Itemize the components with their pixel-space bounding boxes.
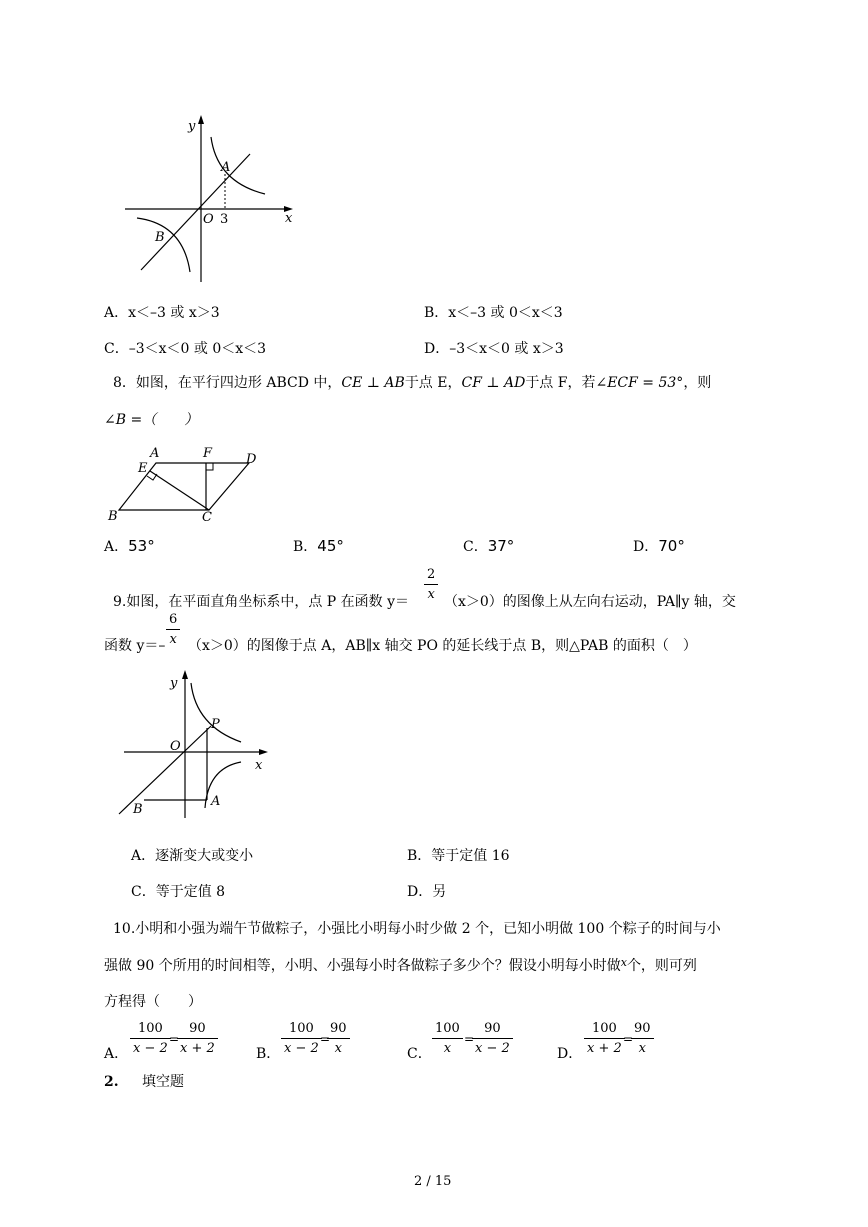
q10-option-c-numerator-left: 100 [432, 1022, 463, 1039]
q10-option-b-denominator-left: x − 2 [284, 1041, 319, 1056]
q10-option-c-equals: = [464, 1032, 475, 1046]
q7-origin-label: O [203, 212, 214, 227]
q10-option-c-numerator-right: 90 [472, 1022, 513, 1039]
q10-option-d-label: D． [557, 1046, 583, 1062]
q8-option-a-value: 53° [128, 537, 155, 555]
q10-stem-line2-a: 强做 90 个所用的时间相等，小明、小强每小时各做粽子多少个？假设小明每小时做 [104, 958, 621, 974]
q10-option-a-label: A． [104, 1046, 129, 1062]
q10-option-b-equals: = [320, 1032, 331, 1046]
q10-stem-line2 [104, 956, 697, 974]
q8-stem-line1 [113, 376, 711, 390]
q8-label-e: E [138, 461, 148, 476]
q10-option-c-denominator-right: x − 2 [475, 1041, 510, 1056]
q9-stem-line2-a: 函数 y＝– [104, 638, 166, 654]
q7-point-b-label: B [155, 230, 165, 245]
q8-option-d-prefix: D． [633, 539, 659, 555]
q8-option-d [633, 539, 685, 554]
page-number: 2 / 15 [414, 1174, 452, 1189]
q9-fraction-1-denominator: x [427, 587, 435, 602]
q10-option-c-fraction-left [432, 1022, 463, 1055]
q8-prefix: 8．如图，在平行四边形 ABCD 中， [113, 375, 342, 391]
q10-option-b-label: B． [256, 1046, 281, 1062]
q9-fraction-1 [424, 568, 438, 601]
q10-option-a-equals: = [169, 1032, 180, 1046]
q9-stem-line1-a: 9.如图，在平面直角坐标系中，点 P 在函数 y＝ [113, 594, 410, 610]
q8-text-then: ，则 [683, 375, 712, 391]
q9-option-b: B．等于定值 16 [407, 848, 510, 864]
q9-point-b-label: B [133, 802, 143, 817]
q7-option-b: B．x＜–3 或 0＜x＜3 [424, 305, 563, 321]
q10-stem-line3: 方程得（ ） [104, 994, 202, 1010]
section-2-title: 填空题 [142, 1074, 184, 1090]
q9-y-label: y [170, 676, 178, 691]
q10-option-d-denominator-right: x [638, 1041, 646, 1056]
q9-graph [114, 668, 274, 818]
q8-angle-ecf: ∠ECF = 53° [595, 375, 684, 391]
q10-option-a-numerator-left: 100 [130, 1022, 171, 1039]
q7-option-d: D．–3＜x＜0 或 x＞3 [424, 341, 564, 357]
q8-parallelogram-figure [104, 446, 274, 526]
q8-option-d-value: 70° [658, 537, 685, 555]
q8-option-a [104, 539, 155, 554]
q9-fraction-2-numerator: 6 [166, 613, 180, 630]
q10-option-a-denominator-right: x + 2 [180, 1041, 215, 1056]
q8-cf-ad: CF ⊥ AD [461, 375, 526, 391]
q7-x-label: x [285, 211, 293, 226]
q9-fraction-2 [166, 613, 180, 646]
q7-graph [115, 112, 315, 287]
q10-option-c-denominator-left: x [443, 1041, 452, 1056]
q9-stem-line1-b: （x＞0）的图像上从左向右运动，PA∥y 轴，交 [444, 594, 736, 610]
q10-option-a-fraction-left [130, 1022, 171, 1055]
q7-tick-label: 3 [220, 212, 229, 227]
q8-label-a: A [150, 446, 160, 461]
q10-option-b-denominator-right: x [334, 1041, 342, 1056]
q10-option-b-fraction-left [281, 1022, 322, 1055]
q10-option-b-numerator-right: 90 [327, 1022, 350, 1039]
q8-text-e: 于点 E， [404, 375, 462, 391]
q8-stem-line2: ∠B =（ ） [104, 412, 199, 428]
q9-option-d: D．另 [407, 884, 447, 900]
q9-fraction-2-denominator: x [169, 632, 177, 647]
q10-option-c-label: C． [407, 1046, 432, 1062]
q10-stem-line1: 10.小明和小强为端午节做粽子，小强比小明每小时少做 2 个，已知小明做 100 个粽子的时间与小 [113, 921, 721, 937]
q7-point-a-label: A [221, 160, 231, 175]
q9-x-label: x [255, 758, 263, 773]
q8-option-c-value: 37° [487, 537, 515, 555]
q8-label-f: F [203, 446, 213, 461]
q10-stem-line2-b: 个，则可列 [626, 958, 697, 974]
q9-stem-line2-b: （x＞0）的图像于点 A，AB∥x 轴交 PO 的延长线于点 B，则△PAB 的面积（ ） [188, 638, 697, 654]
q10-option-a-denominator-left: x − 2 [133, 1041, 168, 1056]
q7-y-label: y [188, 119, 196, 134]
q10-option-d-numerator-right: 90 [631, 1022, 654, 1039]
q8-ce-ab: CE ⊥ AB [341, 375, 405, 391]
q10-option-d-numerator-left: 100 [584, 1022, 625, 1039]
q8-text-f: 于点 F，若 [525, 375, 596, 391]
q9-point-p-label: P [211, 717, 220, 732]
q9-option-c: C．等于定值 8 [131, 884, 226, 900]
q8-label-c: C [202, 510, 212, 525]
q9-point-a-label: A [211, 794, 221, 809]
q10-option-b-fraction-right [327, 1022, 350, 1055]
q8-option-b [293, 539, 344, 554]
q10-option-d-fraction-right [631, 1022, 654, 1055]
q7-option-a: A．x＜–3 或 x＞3 [104, 305, 220, 321]
q10-option-d-fraction-left [584, 1022, 625, 1055]
q7-option-c: C．–3＜x＜0 或 0＜x＜3 [104, 341, 267, 357]
q8-option-b-prefix: B． [293, 539, 318, 555]
q10-option-d-equals: = [623, 1032, 634, 1046]
section-2-number: 2. [104, 1074, 119, 1090]
q10-option-a-numerator-right: 90 [177, 1022, 218, 1039]
q9-origin-label: O [170, 739, 181, 754]
q8-label-d: D [246, 452, 257, 467]
q10-option-b-numerator-left: 100 [281, 1022, 322, 1039]
q9-option-a: A．逐渐变大或变小 [131, 848, 254, 864]
q9-fraction-1-numerator: 2 [424, 568, 438, 585]
q8-label-b: B [108, 509, 118, 524]
q8-option-b-value: 45° [317, 537, 344, 555]
q8-option-c-prefix: C． [463, 539, 488, 555]
q10-variable-x: x [620, 956, 627, 969]
q8-option-a-prefix: A． [104, 539, 129, 555]
q8-option-c [463, 539, 514, 554]
q10-option-d-denominator-left: x + 2 [587, 1041, 622, 1056]
q10-option-a-fraction-right [177, 1022, 218, 1055]
q10-option-c-fraction-right [472, 1022, 513, 1055]
